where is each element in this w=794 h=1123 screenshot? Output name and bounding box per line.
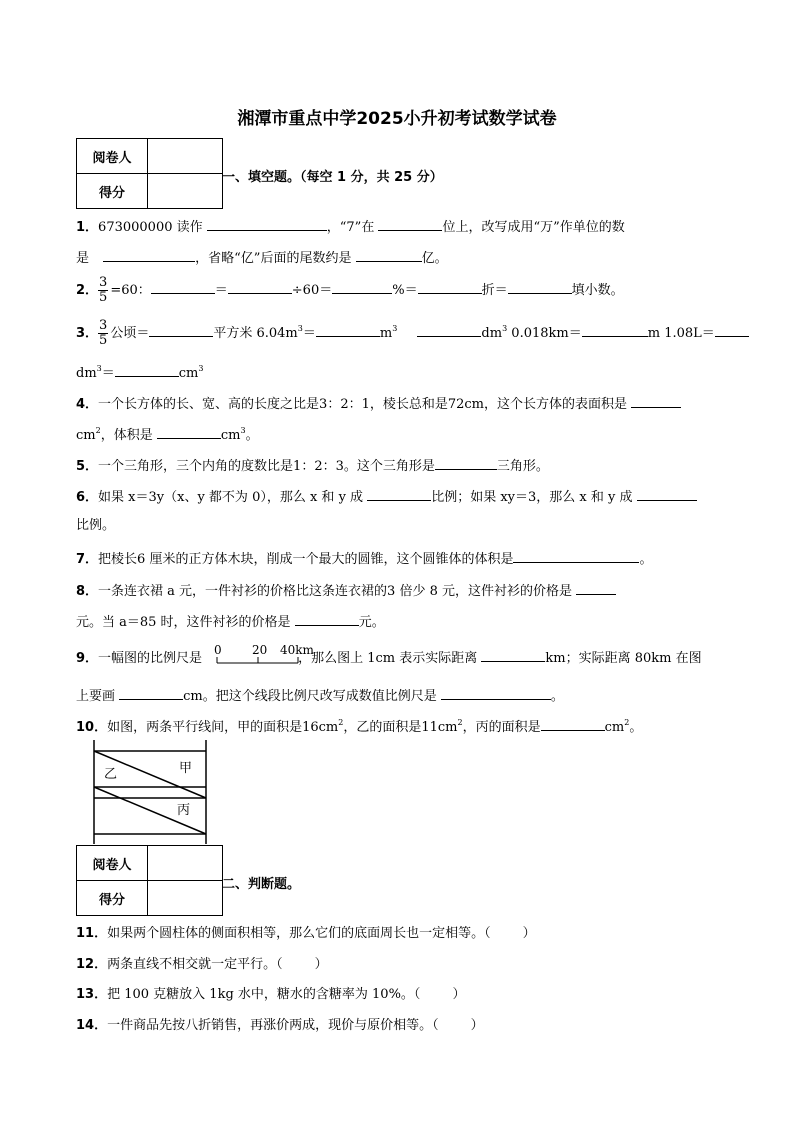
question-text: dm xyxy=(481,326,503,341)
question-text: cm。把这个线段比例尺改写成数值比例尺是 xyxy=(183,689,437,704)
answer-blank[interactable] xyxy=(576,581,616,595)
question-text: ） xyxy=(452,987,466,1002)
question-text: ，乙的面积是11cm xyxy=(343,720,458,735)
question-7 xyxy=(76,549,652,569)
question-4-line-2: $cm^2$，体积是 $cm^3$。 xyxy=(76,426,259,443)
answer-blank[interactable] xyxy=(228,280,292,294)
question-text: 0.018km＝ xyxy=(507,326,582,341)
question-text: 元。当 a＝85 时，这件衬衫的价格是 xyxy=(76,615,291,630)
answer-blank[interactable] xyxy=(417,323,481,337)
score-cell[interactable] xyxy=(148,881,223,916)
question-13 xyxy=(76,986,465,1004)
question-text: ） xyxy=(470,1018,484,1033)
question-text: 一个三角形，三个内角的度数比是1：2：3。这个三角形是 xyxy=(98,459,435,474)
answer-blank[interactable] xyxy=(715,323,749,337)
question-4-line-1 xyxy=(76,394,681,414)
question-number: 13． xyxy=(76,987,108,1002)
question-text: m xyxy=(379,326,393,341)
question-text: 位上，改写成用“万”作单位的数 xyxy=(442,220,625,235)
grader-table-2 xyxy=(76,845,223,916)
answer-blank[interactable] xyxy=(115,363,179,377)
question-text: 一条连衣裙 a 元，一件衬衫的价格比这条连衣裙的3 倍少 8 元，这件衬衫的价格是 xyxy=(98,584,573,599)
question-number: 8． xyxy=(76,584,99,599)
score-cell[interactable] xyxy=(148,174,223,209)
question-5 xyxy=(76,456,549,476)
question-text: ＝ xyxy=(101,366,115,381)
answer-blank[interactable] xyxy=(435,456,497,470)
answer-blank[interactable] xyxy=(418,280,482,294)
question-text: =60： xyxy=(110,283,151,298)
answer-blank[interactable] xyxy=(157,425,221,439)
answer-blank[interactable] xyxy=(508,280,572,294)
question-text: 上要画 xyxy=(76,689,116,704)
figure-label-yi: 乙 xyxy=(104,767,118,782)
question-2 xyxy=(76,276,624,305)
answer-blank[interactable] xyxy=(332,280,392,294)
question-text: 673000000 读作 xyxy=(98,220,203,235)
answer-blank[interactable] xyxy=(367,487,431,501)
question-6-line-2 xyxy=(76,517,115,535)
fraction: $\frac{3}{5}$ xyxy=(99,318,108,348)
question-text: ，省略“亿”后面的尾数约是 xyxy=(195,251,352,266)
question-text: cm xyxy=(220,428,241,443)
question-number: 14． xyxy=(76,1018,108,1033)
question-number: 2． xyxy=(76,283,99,298)
question-text: 。 xyxy=(550,689,564,704)
question-12 xyxy=(76,956,328,974)
answer-blank[interactable] xyxy=(378,217,442,231)
answer-blank[interactable] xyxy=(151,280,215,294)
answer-blank[interactable] xyxy=(541,717,605,731)
section-heading-true-false: 二、判断题。 xyxy=(222,877,301,892)
answer-blank[interactable] xyxy=(481,648,545,662)
question-text: %＝ xyxy=(392,283,418,298)
answer-blank[interactable] xyxy=(441,686,551,700)
figure-label-jia: 甲 xyxy=(179,761,193,776)
question-number: 12． xyxy=(76,957,108,972)
answer-blank[interactable] xyxy=(631,394,681,408)
question-text: 一个长方体的长、宽、高的长度之比是3：2：1，棱长总和是72cm，这个长方体的表面积是 xyxy=(98,397,628,412)
question-text: 三角形。 xyxy=(496,459,549,474)
line-segment-scale xyxy=(212,642,318,668)
question-text: 。 xyxy=(639,552,653,567)
question-text: 如果 x＝3y（x、y 都不为 0），那么 x 和 y 成 xyxy=(98,490,364,505)
question-text: ＝ xyxy=(302,326,316,341)
question-number: 4． xyxy=(76,397,99,412)
grader-table-1 xyxy=(76,138,223,209)
section-heading-fill-blank: 一、填空题。（每空 1 分，共 25 分） xyxy=(222,170,443,185)
scale-tick-label: 20 xyxy=(252,643,268,657)
question-text: ） xyxy=(314,957,328,972)
question-text: 比例。 xyxy=(76,518,116,533)
question-text: 比例；如果 xy＝3，那么 x 和 y 成 xyxy=(431,490,633,505)
answer-blank[interactable] xyxy=(119,686,183,700)
question-text: 填小数。 xyxy=(571,283,624,298)
question-text: ，体积是 xyxy=(100,428,153,443)
reviewer-cell[interactable] xyxy=(148,139,223,174)
answer-blank[interactable] xyxy=(316,323,380,337)
question-text: 一幅图的比例尺是 xyxy=(98,651,203,666)
figure-label-bing: 丙 xyxy=(177,803,191,818)
page-title: 湘潭市重点中学2025小升初考试数学试卷 xyxy=(237,109,557,129)
answer-blank[interactable] xyxy=(103,248,195,262)
question-text: m 1.08L＝ xyxy=(647,326,715,341)
question-text: 一件商品先按八折销售，再涨价两成，现价与原价相等。（ xyxy=(107,1018,439,1033)
question-text: ，“7”在 xyxy=(326,220,375,235)
answer-blank[interactable] xyxy=(207,217,327,231)
question-text: 两条直线不相交就一定平行。（ xyxy=(107,957,283,972)
question-number: 11． xyxy=(76,926,108,941)
question-text: 是 xyxy=(76,251,90,266)
question-text: ） xyxy=(522,926,536,941)
question-text: 把 100 克糖放入 1kg 水中，糖水的含糖率为 10%。（ xyxy=(107,987,421,1002)
question-text: 。 xyxy=(245,428,259,443)
question-3-line-2: $dm^3= cm^3$ xyxy=(76,364,204,381)
question-number: 7． xyxy=(76,552,99,567)
question-text: 如图，两条平行线间，甲的面积是16cm xyxy=(107,720,339,735)
answer-blank[interactable] xyxy=(149,323,213,337)
question-text: 平方米 6.04m xyxy=(213,326,298,341)
question-10: 10．如图，两条平行线间，甲的面积是$16cm^2$，乙的面积是$11cm^2$，丙的面积是 $cm^2$。 xyxy=(76,718,643,735)
answer-blank[interactable] xyxy=(295,612,359,626)
question-text: 如果两个圆柱体的侧面积相等，那么它们的底面周长也一定相等。（ xyxy=(107,926,491,941)
question-text: cm xyxy=(604,720,625,735)
question-number: 1． xyxy=(76,220,99,235)
fraction: $\frac{3}{5}$ xyxy=(99,275,108,305)
question-number: 10． xyxy=(76,720,108,735)
score-label: 得分 xyxy=(77,174,148,209)
question-6-line-1 xyxy=(76,487,697,507)
answer-blank[interactable] xyxy=(356,248,422,262)
question-9-line-2 xyxy=(76,686,564,706)
question-text: cm xyxy=(178,366,199,381)
question-3-line-1: 3． $\frac{3}{5}$ 公顷＝ 平方米 $6.04m^3= m^3$ $dm^3$ 0.018km＝ m 1.08L＝ xyxy=(76,319,749,348)
reviewer-label: 阅卷人 xyxy=(77,846,148,881)
question-text: 公顷＝ xyxy=(110,326,150,341)
question-text: 元。 xyxy=(358,615,385,630)
parallel-lines-figure xyxy=(86,740,216,846)
question-1-line-1 xyxy=(76,217,625,237)
question-14 xyxy=(76,1017,484,1035)
question-number: 3． xyxy=(76,326,99,341)
question-text: km；实际距离 80km 在图 xyxy=(545,651,702,666)
answer-blank[interactable] xyxy=(637,487,697,501)
question-text: ÷60＝ xyxy=(291,283,333,298)
question-text: 把棱长6 厘米的正方体木块，削成一个最大的圆锥，这个圆锥体的体积是 xyxy=(98,552,514,567)
question-8-line-1 xyxy=(76,581,616,601)
scale-tick-label: 40km xyxy=(280,643,314,657)
reviewer-label: 阅卷人 xyxy=(77,139,148,174)
score-label: 得分 xyxy=(77,881,148,916)
question-number: 6． xyxy=(76,490,99,505)
question-number: 5． xyxy=(76,459,99,474)
question-text: 。 xyxy=(629,720,643,735)
answer-blank[interactable] xyxy=(582,323,648,337)
question-text: ，那么图上 1cm 表示实际距离 xyxy=(298,651,478,666)
question-text: ，丙的面积是 xyxy=(462,720,541,735)
question-9-line-1 xyxy=(76,648,702,668)
reviewer-cell[interactable] xyxy=(148,846,223,881)
question-text: ＝ xyxy=(214,283,228,298)
question-1-line-2 xyxy=(76,248,448,268)
question-text: dm xyxy=(76,366,97,381)
question-8-line-2 xyxy=(76,612,385,632)
question-text: 亿。 xyxy=(421,251,448,266)
answer-blank[interactable] xyxy=(513,549,639,563)
question-11 xyxy=(76,925,536,943)
question-number: 9． xyxy=(76,651,99,666)
question-text: cm xyxy=(76,428,96,443)
scale-tick-label: 0 xyxy=(214,643,222,657)
question-text: 折＝ xyxy=(481,283,508,298)
